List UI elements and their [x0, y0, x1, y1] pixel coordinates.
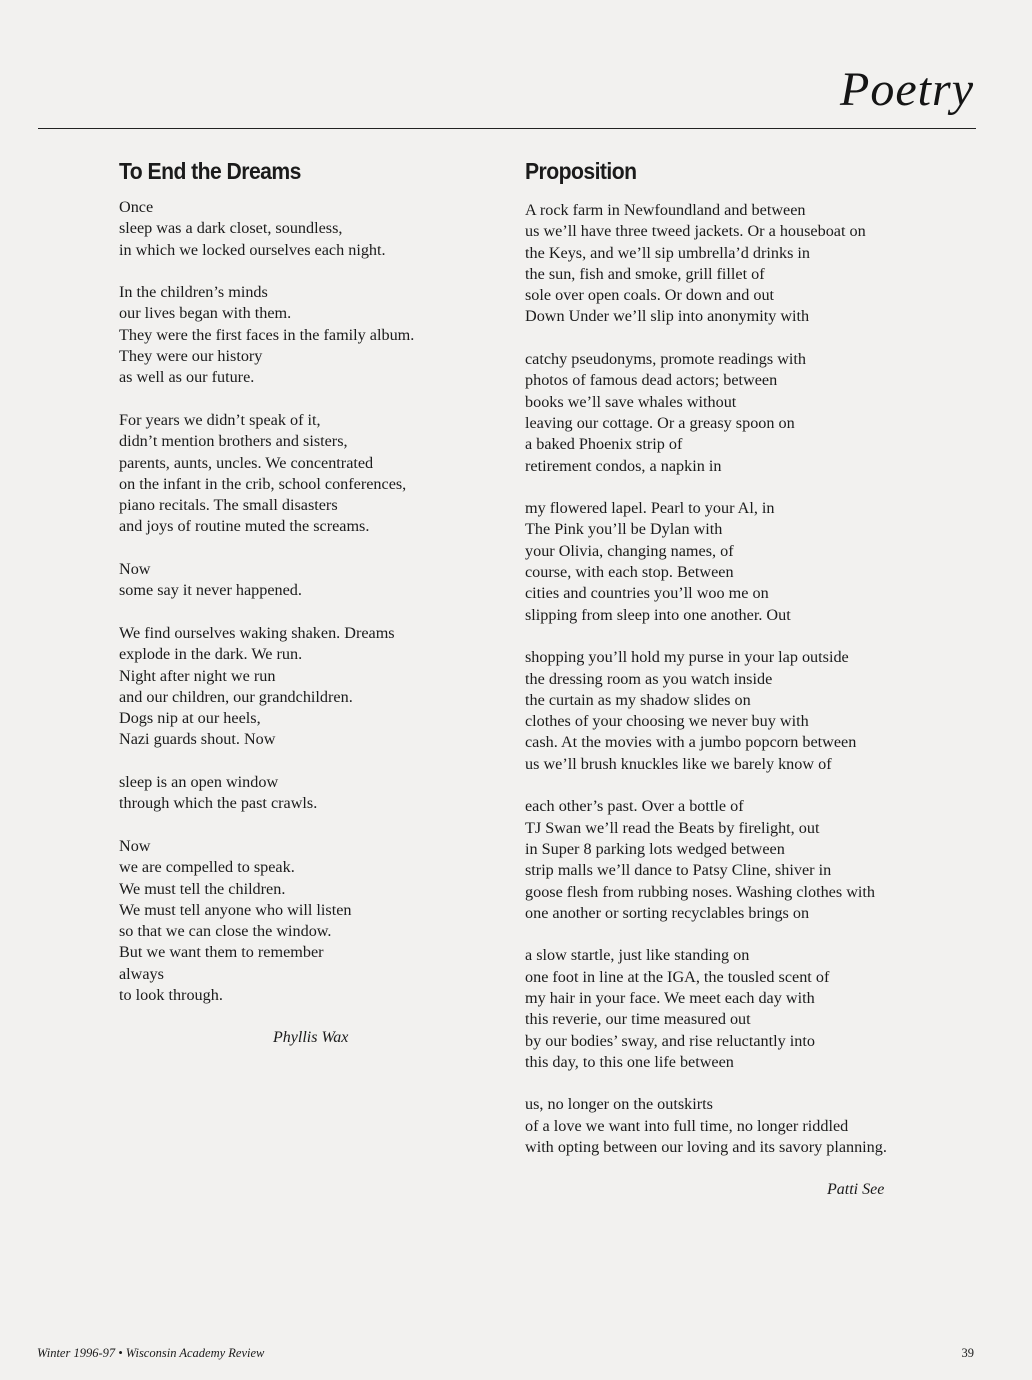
poem-line: us we’ll have three tweed jackets. Or a houseboat on	[525, 222, 866, 241]
stanza	[119, 836, 464, 1006]
poem-line: to look through.	[119, 985, 223, 1004]
poem-line: in which we locked ourselves each night.	[119, 240, 386, 259]
poem-body	[525, 200, 925, 1158]
stanza	[119, 559, 464, 602]
poem-line: We must tell anyone who will listen	[119, 900, 352, 919]
poem-line: We must tell the children.	[119, 879, 286, 898]
poem-line: this day, to this one life between	[525, 1052, 734, 1071]
poem-line: clothes of your choosing we never buy with	[525, 712, 809, 731]
stanza	[525, 1094, 925, 1158]
stanza	[525, 498, 925, 626]
poem-line: through which the past crawls.	[119, 794, 318, 813]
poem-line: the curtain as my shadow slides on	[525, 690, 751, 709]
poem-line: one another or sorting recyclables brings on	[525, 903, 810, 922]
poem-line: of a love we want into full time, no longer riddled	[525, 1116, 849, 1135]
poem-line: Once	[119, 198, 154, 216]
poem-line: the dressing room as you watch inside	[525, 669, 773, 688]
poem-line: as well as our future.	[119, 368, 255, 387]
poem-line: Dogs nip at our heels,	[119, 709, 261, 728]
poem-line: strip malls we’ll dance to Patsy Cline, shiver in	[525, 861, 832, 880]
poem-line: always	[119, 964, 164, 983]
poem-line: this reverie, our time measured out	[525, 1010, 751, 1029]
poem-title: To End the Dreams	[119, 158, 301, 184]
stanza	[119, 197, 464, 261]
poem-line: catchy pseudonyms, promote readings with	[525, 350, 806, 369]
poem-line: your Olivia, changing names, of	[525, 541, 734, 560]
poem-line: Down Under we’ll slip into anonymity with	[525, 307, 810, 326]
poem-title: Proposition	[525, 158, 637, 184]
stanza	[119, 772, 464, 815]
poem-line: us, no longer on the outskirts	[525, 1095, 713, 1114]
header-rule	[38, 128, 976, 129]
poem-line: sleep is an open window	[119, 773, 279, 792]
poem-line: us we’ll brush knuckles like we barely know of	[525, 754, 832, 773]
poem-line: books we’ll save whales without	[525, 392, 737, 411]
poem-line: Now	[119, 836, 151, 855]
poem-line: we are compelled to speak.	[119, 858, 295, 877]
poem-author: Phyllis Wax	[273, 1029, 349, 1047]
stanza	[119, 410, 464, 538]
poem-line: each other’s past. Over a bottle of	[525, 797, 744, 816]
poem-line: a baked Phoenix strip of	[525, 435, 683, 454]
stanza	[525, 200, 925, 328]
stanza	[525, 796, 925, 924]
poem-line: didn’t mention brothers and sisters,	[119, 432, 348, 451]
poem-line: goose flesh from rubbing noses. Washing clothes with	[525, 882, 875, 901]
poem-line: by our bodies’ sway, and rise reluctantly into	[525, 1031, 815, 1050]
poem-line: shopping you’ll hold my purse in your lap outside	[525, 648, 849, 667]
poem-line: in Super 8 parking lots wedged between	[525, 839, 785, 858]
poem-line: my hair in your face. We meet each day with	[525, 988, 815, 1007]
stanza	[119, 282, 464, 388]
poem-line: the sun, fish and smoke, grill fillet of	[525, 264, 765, 283]
page-number: 39	[961, 1346, 974, 1360]
poem-line: with opting between our loving and its savory planning.	[525, 1138, 887, 1157]
poem-line: Now	[119, 560, 151, 579]
poem-line: some say it never happened.	[119, 581, 302, 600]
poem-line: But we want them to remember	[119, 943, 324, 962]
poem-line: the Keys, and we’ll sip umbrella’d drinks in	[525, 243, 811, 262]
poem-line: The Pink you’ll be Dylan with	[525, 520, 723, 539]
poem-line: They were our history	[119, 347, 263, 366]
stanza	[525, 349, 925, 477]
poem-line: Nazi guards shout. Now	[119, 730, 276, 749]
poem-line: In the children’s minds	[119, 283, 268, 302]
poem-line: They were the first faces in the family album.	[119, 325, 415, 344]
poem-author: Patti See	[827, 1181, 885, 1199]
poem-line: retirement condos, a napkin in	[525, 456, 722, 475]
poem-line: my flowered lapel. Pearl to your Al, in	[525, 499, 775, 518]
section-title: Poetry	[840, 63, 974, 116]
poem-line: cities and countries you’ll woo me on	[525, 584, 769, 603]
poem-line: cash. At the movies with a jumbo popcorn between	[525, 733, 857, 752]
poem-line: sole over open coals. Or down and out	[525, 286, 775, 305]
poem-line: Night after night we run	[119, 666, 276, 685]
poem-column-left	[119, 152, 464, 1048]
poem-line: and our children, our grandchildren.	[119, 687, 353, 706]
poem-line: our lives began with them.	[119, 304, 292, 323]
poem-line: one foot in line at the IGA, the tousled scent of	[525, 967, 830, 986]
poem-line: TJ Swan we’ll read the Beats by firelight, out	[525, 818, 820, 837]
poem-line: leaving our cottage. Or a greasy spoon on	[525, 413, 795, 432]
poem-line: explode in the dark. We run.	[119, 645, 303, 664]
poem-line: photos of famous dead actors; between	[525, 371, 778, 390]
poem-line: so that we can close the window.	[119, 922, 332, 941]
poem-line: piano recitals. The small disasters	[119, 496, 338, 515]
poem-line: For years we didn’t speak of it,	[119, 410, 321, 429]
stanza	[119, 623, 464, 751]
poem-line: parents, aunts, uncles. We concentrated	[119, 453, 374, 472]
poem-line: on the infant in the crib, school conferences,	[119, 474, 407, 493]
footer-issue: Winter 1996-97 • Wisconsin Academy Review	[37, 1346, 265, 1360]
poem-body	[119, 197, 464, 1006]
stanza	[525, 945, 925, 1073]
poem-line: a slow startle, just like standing on	[525, 946, 750, 965]
poem-line: sleep was a dark closet, soundless,	[119, 219, 343, 238]
poem-line: slipping from sleep into one another. Out	[525, 605, 791, 624]
poem-line: course, with each stop. Between	[525, 563, 734, 582]
poem-line: We find ourselves waking shaken. Dreams	[119, 623, 395, 642]
poem-column-right	[525, 152, 925, 1200]
stanza	[525, 647, 925, 775]
poem-line: and joys of routine muted the screams.	[119, 517, 370, 536]
poem-line: A rock farm in Newfoundland and between	[525, 201, 806, 219]
